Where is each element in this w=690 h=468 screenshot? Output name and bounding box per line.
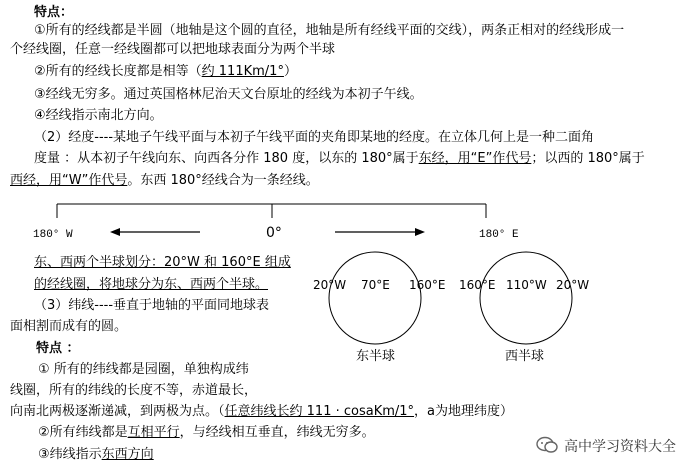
section-header: 特点： xyxy=(34,5,74,20)
text-line: （3）纬线----垂直于地轴的平面同地球表 xyxy=(34,298,270,313)
text-line: ①所有的经线都是半圆（地轴是这个圆的直径，地轴是所有经线平面的交线），两条正相对的经线形成一 xyxy=(34,23,625,38)
text-line: ① 所有的纬线都是园圈，单独构成纬 xyxy=(38,362,249,377)
west-arrowhead xyxy=(110,228,120,236)
axis-label-0: 0° xyxy=(266,225,282,241)
text-line: 线圈，所有的纬线的长度不等，赤道最长， xyxy=(10,383,258,398)
east-hemisphere-circle xyxy=(329,252,421,344)
west-label-left: 160°E xyxy=(459,278,496,292)
text-line: 度量 ：从本初子午线向东、向西各分作 180 度，以东的 180°属于东经，用“E”作代号；以西的 180°属于 xyxy=(34,151,645,166)
east-hemisphere-caption: 东半球 xyxy=(356,349,396,364)
east-label-mid: 70°E xyxy=(361,278,390,292)
west-label-right: 20°W xyxy=(556,278,590,292)
text-line: ④经线指示南北方向。 xyxy=(34,108,163,123)
west-hemisphere-circle xyxy=(480,252,572,344)
text-line: ③经线无穷多。通过英国格林尼治天文台原址的经线为本初子午线。 xyxy=(34,87,423,102)
text-line: ②所有的经线长度都是相等（约 111Km/1°） xyxy=(34,64,297,79)
text-line: 的经线圈，将地球分为东、西两个半球。 xyxy=(34,277,269,292)
west-label-mid: 110°W xyxy=(506,278,547,292)
watermark xyxy=(536,436,676,458)
text-line: ③纬线指示东西方向 xyxy=(38,447,154,462)
axis-label-180e: 180° E xyxy=(479,229,519,241)
text-line: 东、西两个半球划分：20°W 和 160°E 组成 xyxy=(34,255,291,270)
section-header: 特点 ： xyxy=(36,341,80,356)
text-line: ②所有纬线都是互相平行，与经线相互垂直，纬线无穷多。 xyxy=(38,425,375,440)
text-line: 面相割而成有的圆。 xyxy=(10,319,128,334)
text-line: 西经，用“W”作代号。东西 180°经线合为一条经线。 xyxy=(10,173,319,188)
wechat-icon xyxy=(536,436,558,458)
axis-label-180w: 180° W xyxy=(33,229,73,241)
east-label-left: 20°W xyxy=(313,278,347,292)
text-line: 个经线圈，任意一经线圈都可以把地球表面分为两个半球 xyxy=(10,42,336,57)
watermark-text: 高中学习资料大全 xyxy=(564,439,676,455)
text-line: 向南北两极逐渐递减，到两极为点。（任意纬线长约 111 · cosaKm/1°，a为地理纬度） xyxy=(10,404,514,419)
text-line: （2）经度----某地子午线平面与本初子午线平面的夹角即某地的经度。在立体几何上是一种二面角 xyxy=(34,130,595,145)
east-arrowhead xyxy=(415,228,425,236)
east-label-right: 160°E xyxy=(409,278,446,292)
west-hemisphere-caption: 西半球 xyxy=(505,349,545,364)
